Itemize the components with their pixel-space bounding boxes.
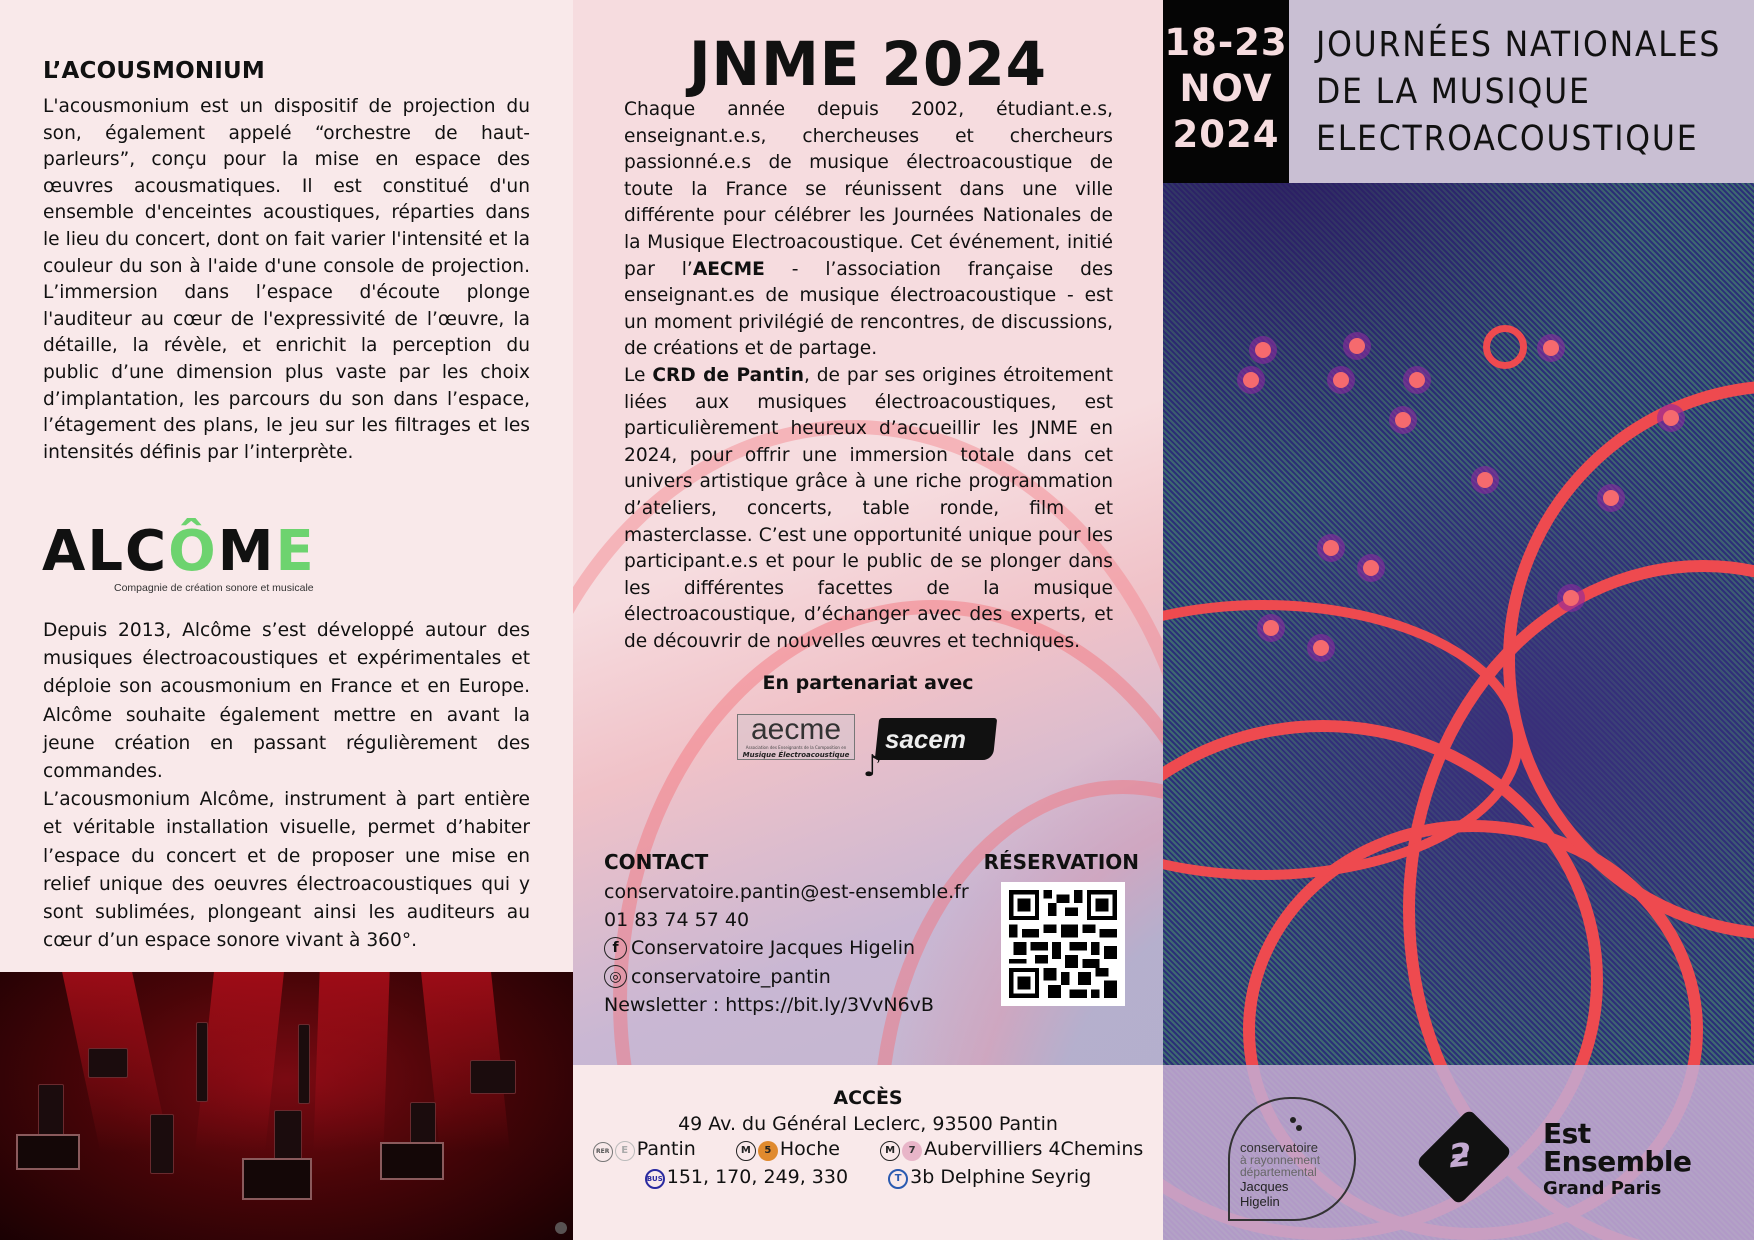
partnership-label: En partenariat avec — [762, 672, 974, 694]
acousmonium-text: L'acousmonium est un dispositif de projection du son, également appelé “orchestre de haut-parleurs”, conçu pour la mise en espace des œuvres acousmatiques. Il est constitué d'un ensemble d'enceintes acoustiques, réparties dans le lieu du concert, dont on fait varier l'intensité et la couleur du son à l'aide d'une console de projection. L’immersion dans l’espace d'écoute plonge l'auditeur au cœur de l'expressivité de l’œuvre, la détaille, la révèle, et enrichit la perception du public d’une dimension plus vaste par les choix d’implantation, les parcours du son dans l’espace, l’étagement des plans, le jeu sur les filtrages et les intensités définis par l’interprète. — [43, 96, 530, 463]
contact-phone[interactable]: 01 83 74 57 40 — [604, 909, 750, 932]
bus-lines: 151, 170, 249, 330 — [666, 1166, 849, 1188]
page-title: JNME 2024 — [688, 28, 1048, 100]
event-title: JOURNÉES NATIONALES DE LA MUSIQUE ELECTROACOUSTIQUE — [1316, 25, 1722, 159]
metro5-stop: Hoche — [779, 1138, 840, 1160]
transit-line-1 — [573, 1135, 1163, 1163]
instagram-link[interactable]: ◎ conservatoire_pantin — [604, 963, 969, 991]
reservation-qr-code[interactable] — [1001, 882, 1125, 1006]
right-panel-cover — [1163, 0, 1754, 1240]
acousmonium-stage-photo — [0, 972, 573, 1240]
rer-icon: RER — [593, 1142, 613, 1162]
alcome-text — [43, 617, 530, 955]
music-note-icon: ♪ — [863, 749, 883, 784]
address: 49 Av. du Général Leclerc, 93500 Pantin — [678, 1113, 1058, 1135]
alcome-text-1: Depuis 2013, Alcôme s’est développé autour des musiques électroacoustiques et expérimentales et déploie son acousmonium en France et en Europe. Alcôme souhaite également mettre en avant la jeune création en passant régulièrement des commandes. — [43, 620, 530, 783]
contact-heading: CONTACT — [604, 850, 709, 874]
fullscreen-icon[interactable] — [555, 1222, 567, 1234]
rer-stop: Pantin — [636, 1138, 696, 1160]
newsletter-link[interactable]: Newsletter : https://bit.ly/3VvN6vB — [604, 993, 934, 1016]
acces-block — [573, 1065, 1163, 1240]
alcome-logo-subtitle: Compagnie de création sonore et musicale — [114, 582, 314, 594]
middle-panel — [573, 0, 1163, 1240]
aecme-logo: aecme Association des Enseignants de la Composition en Musique Électroacoustique — [737, 714, 855, 760]
metro-icon: M — [736, 1141, 756, 1161]
alcome-logo-wordmark: ALCÔME — [42, 519, 316, 584]
tram-icon: T — [888, 1169, 908, 1189]
est-ensemble-logo-mark: ƻ — [1416, 1109, 1513, 1206]
conservatoire-logo: conservatoire à rayonnement départemental Jacques Higelin — [1228, 1097, 1356, 1221]
alcome-logo — [42, 519, 322, 600]
reservation-heading: RÉSERVATION — [983, 850, 1139, 874]
est-ensemble-logo: Est Ensemble Grand Paris — [1543, 1117, 1692, 1199]
intro-text: Chaque année depuis 2002, étudiant.e.s, enseignant.e.s, chercheuses et chercheurs passionné.e.s de musique électroacoustique de toute la France se réunissent dans une ville différente pour célébrer les Journées Nationales de la Musique Electroacoustique. Cet événement, initié par l’AECME - l’association française des enseignant.es de musique électroacoustique - est un moment privilégié de rencontres, de discussions, de créations et de partage. Le CRD de Pantin, de par ses origines étroitement liées aux musiques électroacoustiques, est particulièrement heureux d’accueillir les JNME en 2024, pour offrir une immersion totale dans cet univers artistique grâce à une riche programmation d’ateliers, concerts, table ronde, film et masterclasse. C’est une opportunité unique pour les participant.e.s et pour le public de se plonger dans les différentes facettes de la musique électroacoustique, d’échanger avec des experts, et de découvrir de nouvelles œuvres et techniques. — [624, 99, 1114, 652]
contact-email[interactable]: conservatoire.pantin@est-ensemble.fr — [604, 881, 969, 903]
metro7-stop: Aubervilliers 4Chemins — [924, 1138, 1144, 1160]
sacem-logo: sacem ♪ — [863, 718, 1003, 780]
metro-icon: M — [880, 1141, 900, 1161]
footer-logos — [1163, 1065, 1754, 1240]
facebook-link[interactable]: f Conservatoire Jacques Higelin — [604, 934, 969, 962]
metro-line-7-icon: 7 — [902, 1141, 922, 1161]
bus-icon: BUS — [645, 1169, 665, 1189]
alcome-text-2: L’acousmonium Alcôme, instrument à part entière et véritable installation visuelle, permet d’habiter l’espace du concert et de proposer une mise en relief unique des oeuvres électroacoustiques qui y sont sublimées, plongeant ainsi les auditeurs au cœur d’un espace sonore vivant à 360°. — [43, 789, 530, 952]
left-panel — [0, 0, 573, 1240]
metro-line-5-icon: 5 — [758, 1141, 778, 1161]
acces-heading: ACCÈS — [833, 1087, 903, 1109]
rer-e-icon: E — [615, 1141, 635, 1161]
event-dates: 18-23 NOV 2024 — [1163, 0, 1289, 183]
facebook-icon: f — [604, 937, 627, 960]
tram-stop: 3b Delphine Seyrig — [910, 1166, 1092, 1188]
instagram-icon: ◎ — [604, 965, 627, 988]
acousmonium-heading: L’ACOUSMONIUM — [43, 58, 265, 84]
contact-block — [604, 878, 969, 1019]
aecme-bold: AECME — [692, 258, 765, 280]
transit-line-2 — [573, 1163, 1163, 1191]
crd-pantin-bold: CRD de Pantin — [652, 364, 804, 386]
